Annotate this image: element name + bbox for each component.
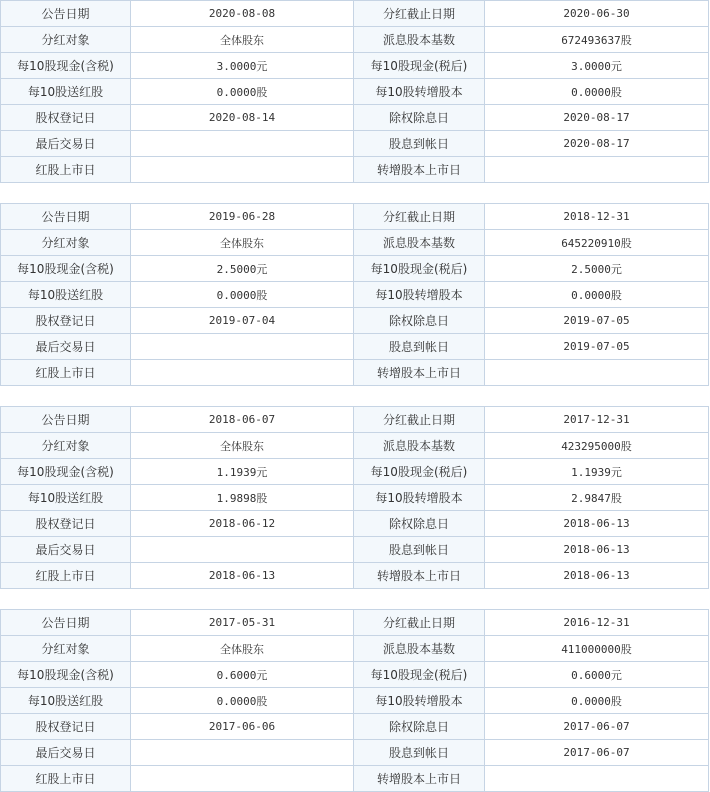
transfer-shares-value: 0.0000股 [485,282,709,308]
bonus-shares-label: 每10股送红股 [1,79,131,105]
table-row [1,610,709,636]
record-date-label: 股权登记日 [1,714,131,740]
table-row [1,459,709,485]
transfer-shares-value: 0.0000股 [485,79,709,105]
base-shares-value: 672493637股 [485,27,709,53]
last-trade-label: 最后交易日 [1,131,131,157]
announce-date-value: 2019-06-28 [131,204,354,230]
table-row [1,433,709,459]
table-row [1,360,709,386]
pay-date-value: 2018-06-13 [485,537,709,563]
target-value: 全体股东 [131,27,354,53]
transfer-shares-label: 每10股转增股本 [354,688,485,714]
base-shares-label: 派息股本基数 [354,636,485,662]
cash-pre-tax-label: 每10股现金(含税) [1,53,131,79]
dividend-table [0,203,709,386]
table-row [1,204,709,230]
transfer-listing-label: 转增股本上市日 [354,157,485,183]
last-trade-value [131,537,354,563]
table-row [1,714,709,740]
dividend-table [0,406,709,589]
base-shares-label: 派息股本基数 [354,433,485,459]
table-row [1,282,709,308]
table-row [1,334,709,360]
ex-date-label: 除权除息日 [354,308,485,334]
cash-post-tax-value: 2.5000元 [485,256,709,282]
cash-pre-tax-value: 2.5000元 [131,256,354,282]
table-row [1,511,709,537]
dividend-record-2 [0,203,708,386]
table-row [1,53,709,79]
last-trade-value [131,131,354,157]
transfer-listing-value: 2018-06-13 [485,563,709,589]
transfer-listing-value [485,766,709,792]
dividend-table [0,609,709,792]
announce-date-label: 公告日期 [1,407,131,433]
bonus-shares-value: 0.0000股 [131,79,354,105]
table-row [1,230,709,256]
table-row [1,308,709,334]
transfer-listing-label: 转增股本上市日 [354,563,485,589]
pay-date-label: 股息到帐日 [354,334,485,360]
table-row [1,688,709,714]
pay-date-value: 2020-08-17 [485,131,709,157]
bonus-listing-value [131,766,354,792]
target-value: 全体股东 [131,636,354,662]
ex-date-value: 2017-06-07 [485,714,709,740]
bonus-listing-value [131,360,354,386]
transfer-shares-value: 2.9847股 [485,485,709,511]
table-row [1,1,709,27]
last-trade-value [131,334,354,360]
transfer-shares-label: 每10股转增股本 [354,485,485,511]
cash-post-tax-label: 每10股现金(税后) [354,53,485,79]
record-date-value: 2017-06-06 [131,714,354,740]
announce-date-value: 2020-08-08 [131,1,354,27]
table-row [1,105,709,131]
bonus-shares-label: 每10股送红股 [1,688,131,714]
table-row [1,563,709,589]
target-label: 分红对象 [1,636,131,662]
cash-pre-tax-label: 每10股现金(含税) [1,256,131,282]
record-date-label: 股权登记日 [1,511,131,537]
last-trade-label: 最后交易日 [1,537,131,563]
pay-date-value: 2017-06-07 [485,740,709,766]
record-cutoff-value: 2017-12-31 [485,407,709,433]
base-shares-value: 411000000股 [485,636,709,662]
table-row [1,537,709,563]
bonus-listing-label: 红股上市日 [1,766,131,792]
transfer-listing-label: 转增股本上市日 [354,766,485,792]
announce-date-label: 公告日期 [1,610,131,636]
record-cutoff-label: 分红截止日期 [354,1,485,27]
announce-date-label: 公告日期 [1,1,131,27]
transfer-shares-value: 0.0000股 [485,688,709,714]
transfer-shares-label: 每10股转增股本 [354,79,485,105]
record-date-value: 2019-07-04 [131,308,354,334]
target-label: 分红对象 [1,230,131,256]
bonus-shares-value: 0.0000股 [131,688,354,714]
dividend-record-1 [0,0,708,183]
table-row [1,636,709,662]
table-row [1,407,709,433]
ex-date-value: 2018-06-13 [485,511,709,537]
bonus-listing-label: 红股上市日 [1,157,131,183]
ex-date-value: 2019-07-05 [485,308,709,334]
bonus-shares-label: 每10股送红股 [1,485,131,511]
cash-post-tax-label: 每10股现金(税后) [354,459,485,485]
dividend-table [0,0,709,183]
target-label: 分红对象 [1,27,131,53]
record-date-value: 2020-08-14 [131,105,354,131]
bonus-listing-value [131,157,354,183]
cash-pre-tax-label: 每10股现金(含税) [1,662,131,688]
table-row [1,131,709,157]
pay-date-value: 2019-07-05 [485,334,709,360]
bonus-listing-label: 红股上市日 [1,563,131,589]
record-cutoff-value: 2018-12-31 [485,204,709,230]
base-shares-value: 423295000股 [485,433,709,459]
record-date-value: 2018-06-12 [131,511,354,537]
bonus-listing-label: 红股上市日 [1,360,131,386]
cash-pre-tax-value: 1.1939元 [131,459,354,485]
bonus-shares-value: 0.0000股 [131,282,354,308]
transfer-listing-value [485,360,709,386]
announce-date-label: 公告日期 [1,204,131,230]
table-row [1,485,709,511]
target-value: 全体股东 [131,433,354,459]
last-trade-value [131,740,354,766]
record-cutoff-label: 分红截止日期 [354,407,485,433]
bonus-listing-value: 2018-06-13 [131,563,354,589]
pay-date-label: 股息到帐日 [354,131,485,157]
transfer-listing-value [485,157,709,183]
table-row [1,256,709,282]
target-value: 全体股东 [131,230,354,256]
record-cutoff-label: 分红截止日期 [354,204,485,230]
record-cutoff-value: 2016-12-31 [485,610,709,636]
table-row [1,740,709,766]
dividend-record-3 [0,406,708,589]
record-date-label: 股权登记日 [1,308,131,334]
record-cutoff-label: 分红截止日期 [354,610,485,636]
table-row [1,766,709,792]
ex-date-label: 除权除息日 [354,105,485,131]
base-shares-label: 派息股本基数 [354,230,485,256]
cash-pre-tax-label: 每10股现金(含税) [1,459,131,485]
target-label: 分红对象 [1,433,131,459]
cash-post-tax-value: 0.6000元 [485,662,709,688]
ex-date-value: 2020-08-17 [485,105,709,131]
dividend-record-4 [0,609,708,792]
base-shares-label: 派息股本基数 [354,27,485,53]
record-date-label: 股权登记日 [1,105,131,131]
record-cutoff-value: 2020-06-30 [485,1,709,27]
announce-date-value: 2018-06-07 [131,407,354,433]
ex-date-label: 除权除息日 [354,511,485,537]
last-trade-label: 最后交易日 [1,740,131,766]
announce-date-value: 2017-05-31 [131,610,354,636]
pay-date-label: 股息到帐日 [354,537,485,563]
cash-pre-tax-value: 0.6000元 [131,662,354,688]
base-shares-value: 645220910股 [485,230,709,256]
pay-date-label: 股息到帐日 [354,740,485,766]
transfer-shares-label: 每10股转增股本 [354,282,485,308]
ex-date-label: 除权除息日 [354,714,485,740]
table-row [1,662,709,688]
table-row [1,157,709,183]
table-row [1,79,709,105]
transfer-listing-label: 转增股本上市日 [354,360,485,386]
bonus-shares-label: 每10股送红股 [1,282,131,308]
table-row [1,27,709,53]
cash-post-tax-value: 3.0000元 [485,53,709,79]
last-trade-label: 最后交易日 [1,334,131,360]
cash-post-tax-label: 每10股现金(税后) [354,256,485,282]
cash-pre-tax-value: 3.0000元 [131,53,354,79]
bonus-shares-value: 1.9898股 [131,485,354,511]
cash-post-tax-label: 每10股现金(税后) [354,662,485,688]
cash-post-tax-value: 1.1939元 [485,459,709,485]
